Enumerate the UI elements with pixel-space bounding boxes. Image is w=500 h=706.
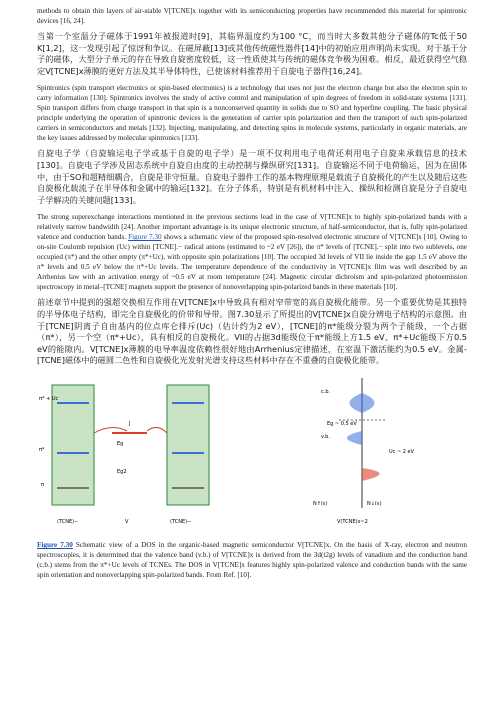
paragraph-superexchange-zh: 前述章节中提到的强超交换相互作用在V[TCNE]x中导致具有相对窄带宽的高自旋极化能带。另一个重要优势是其独特的半导体电子结构，即完全自旋极化的价带和导带。图7.30显示了所提出的V[TCNE]x自旋分辨电子结构的示意图。由于[TCNE]阴离子自由基内的位点库仑排斥(Uc)（估计约为2 eV），[TCNE]的π*能级分裂为两个子能级，一个占据（π*），另一个空（π*+Uc），具有相反的自旋极化。VII的占据3d能级位于π*能级上方1.5 eV、π*+Uc能级下方0.5 eV的能隙内。V[TCNE]x薄膜的电导率温度依赖性很好地由Arrhenius定律描述，在室温下激活能约为0.5 eV。金属-[TCNE]磁体中的磁圆二色性和自旋极化光发射光谱支持这些材料中存在不重叠的自旋极化能带。 bbox=[37, 297, 467, 366]
caption-label[interactable]: Figure 7.30 bbox=[37, 541, 73, 550]
band-down bbox=[362, 468, 380, 481]
paragraph-spintronics-zh: 自旋电子学（自旋输运电子学或基于自旋的电子学）是一项不仅利用电子电荷还利用电子自旋来承载信息的技术[130]。自旋电子学涉及固态系统中自旋自由度的主动控制与操纵研究[131]。自旋输运不同于电荷输运，因为在固体中，由于SO和超精细耦合，自旋是非守恒量。自旋电子器件工作的基本物理原理是载流子自旋极化的产生以及随后这些自旋极化载流子在半导体和金属中的输运[132]。在分子体系，特别是有机材料中注入、操纵和检测自旋是分子自旋电子学解决的关键问题[133]。 bbox=[37, 148, 467, 205]
label-uc: Uc ~ 2 eV bbox=[389, 448, 415, 455]
bottom-label-0: (TCNE)− bbox=[57, 518, 79, 525]
label-vb: v.b. bbox=[321, 433, 330, 440]
bottom-label-2: (TCNE)− bbox=[170, 518, 192, 525]
j-arrow-right bbox=[147, 427, 167, 433]
label-pi-uc: π* + Uc bbox=[39, 395, 59, 402]
label-pi2: π bbox=[41, 481, 45, 488]
dos-schematic bbox=[37, 373, 467, 533]
paper-page bbox=[37, 6, 467, 587]
paragraph-intro-zh: 当第一个室温分子磁体于1991年被报道时[9]，其临界温度约为100 °C，而当时大多数其他分子磁体的Tc低于50 K[1,2]，这一发现引起了惊讶和争议。在磁屏蔽[13]或其他传统磁性器件[14]中的初始应用声明尚未实现。对于基于分子的磁体，大型分子单元的存在导致自旋密度较低，这一性质使其与传统的磁体竞争极为困难。相反，最近获得空气稳定V[TCNE]x薄膜的更好方法及其半导体特性，已使该材料推荐用于自旋电子器件[16,24]。 bbox=[37, 31, 467, 76]
figure-7-30 bbox=[37, 373, 467, 533]
label-eg-right: Eg ~ 0.5 eV bbox=[327, 420, 357, 427]
paragraph-superexchange: The strong superexchange interactions mentioned in the previous sections lead in the case of V[TCNE]x to highly spin-polarized bands with a relatively narrow bandwidth [24]. Another important advantage is its unique electronic structure, of half-semiconductor, that is, fully spin-polarized valence and conduction bands. Figure 7.30 shows a schematic view of the proposed spin-resolved electronic structure of V[TCNE]x [10]. Owing to on-site Coulomb repulsion (Uc) within [TCNE].− radical anions (estimated to ~2 eV [26]), the π* levels of [TCNE].− split into two sublevels, one occupied (π*) and the other empty (π*+Uc), with opposite spin polarizations [10]. The occupied 3d levels of VII lie inside the gap 1.5 eV above the π* levels and 0.5 eV below the π*+Uc levels. The temperature dependence of the conductivity in V[TCNE]x film was well described by an Arrhenius law with an activation energy of ~0.5 eV at room temperature [24]. Magnetic circular dichroism and spin-polarized photoemission spectroscopy in metal–[TCNE] magnets support the presence of nonoverlapping spin-polarized bands in these materials [10]. bbox=[37, 213, 468, 292]
figure-caption: Figure 7.30 Schematic view of a DOS in the organic-based magnetic semiconductor V[TCNE]x. On the basis of X-ray, electron and neutron spectroscopies, it is determined that the valence band (v.b.) of V[TCNE]x is derived from the 3d(t2g) levels of vanadium and the conduction band (c.b.) stems from the π*+Uc levels of TCNEs. The DOS in V[TCNE]x features highly spin-polarized valence and conduction bands with the same spin orientation and nonoverlapping spin-polarized bands. From Ref. [10]. bbox=[37, 541, 467, 580]
label-pi: π* bbox=[39, 446, 45, 453]
label-cb: c.b. bbox=[321, 388, 331, 395]
vb-band-up bbox=[347, 431, 362, 445]
paragraph-intro: methods to obtain thin layers of air-stable V[TCNE]x together with its semiconducting properties have recommended this material for spintronic devices [16, 24]. bbox=[37, 7, 467, 25]
label-eg2: Eg2 bbox=[117, 468, 127, 475]
label-eg: Eg bbox=[117, 440, 124, 447]
label-ndown: N↓(ε) bbox=[367, 500, 382, 507]
paragraph-spintronics: Spintronics (spin transport electronics or spin-based electronics) is a technology that uses not just the electron charge but also the electron spin to carry information [130]. Spintronics involves the study of active control and manipulation of spin degrees of freedom in solid-state systems [131]. Spin transport differs from charge transport in that spin is a nonconserved quantity in solids due to SO and hyperfine coupling. The basic physical principle underlying the operation of spintronic devices is the generation of carrier spin polarization and then the transport of such spin-polarized carriers in semiconductors and metals [132]. Injecting, manipulating, and detecting spins in molecule systems, particularly in organic materials, are the key issues addressed by molecular spintronics [133]. bbox=[37, 84, 467, 143]
bottom-label-1: V bbox=[125, 518, 129, 525]
cb-band bbox=[350, 393, 375, 413]
label-nup: N↑(ε) bbox=[313, 500, 328, 507]
label-j: J bbox=[129, 420, 131, 427]
bottom-label-3: V(TCNE)x~2 bbox=[337, 518, 368, 525]
figure-link[interactable]: Figure 7.30 bbox=[128, 233, 162, 242]
